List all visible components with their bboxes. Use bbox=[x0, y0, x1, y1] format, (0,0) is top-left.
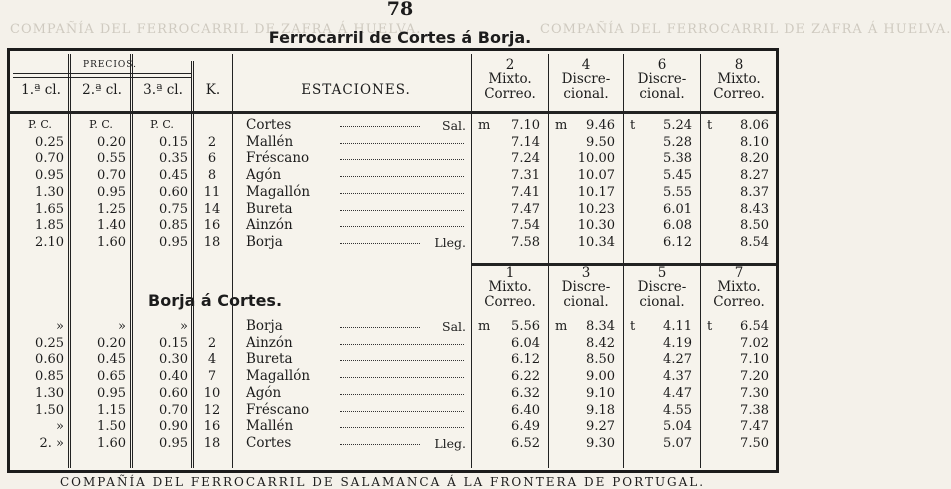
km-value: 2 bbox=[207, 335, 217, 351]
price-second-class: 0.95 bbox=[97, 385, 126, 401]
return-title: Borja á Cortes. bbox=[148, 291, 283, 310]
price-third-class: 0.35 bbox=[159, 151, 188, 167]
km-value: 11 bbox=[203, 184, 221, 200]
leader-dots bbox=[340, 226, 464, 227]
train-time: 10.30 bbox=[577, 218, 615, 234]
km-value: 12 bbox=[203, 402, 221, 418]
train-number: 5 bbox=[657, 265, 667, 281]
price-third-class: 0.45 bbox=[159, 168, 188, 184]
price-second-class: 0.20 bbox=[97, 134, 126, 150]
price-first-class: 0.60 bbox=[35, 352, 64, 368]
train-time: 7.47 bbox=[511, 201, 540, 217]
currency-unit-label: P. C. bbox=[89, 118, 113, 131]
divider-1 bbox=[68, 54, 71, 468]
train-time: 8.37 bbox=[740, 184, 769, 200]
price-second-class: 0.95 bbox=[97, 184, 126, 200]
leader-dots bbox=[340, 344, 464, 345]
train-type-line1: Mixto. bbox=[488, 71, 532, 87]
train-type-line1: Mixto. bbox=[488, 279, 532, 295]
train-type-line2: Correo. bbox=[484, 294, 536, 310]
train-time: 6.01 bbox=[663, 201, 692, 217]
train-time: 8.10 bbox=[740, 134, 769, 150]
station-name: Borja bbox=[246, 233, 283, 250]
station-name: Fréscano bbox=[246, 401, 310, 418]
km-value: 18 bbox=[203, 435, 221, 451]
price-third-class: » bbox=[180, 319, 188, 334]
time-period-marker: m bbox=[478, 319, 491, 334]
station-name: Magallón bbox=[246, 183, 311, 200]
train-time: 7.41 bbox=[511, 184, 540, 200]
train-time: 8.42 bbox=[586, 335, 615, 351]
train-time: 5.55 bbox=[663, 184, 692, 200]
time-period-marker: t bbox=[630, 118, 636, 133]
train-time: 6.04 bbox=[511, 335, 540, 351]
train-time: 6.12 bbox=[663, 234, 692, 250]
class2-header: 2.ª cl. bbox=[82, 82, 122, 98]
train-number: 1 bbox=[505, 265, 515, 281]
station-name: Mallén bbox=[246, 418, 294, 435]
train-time: 10.00 bbox=[577, 151, 615, 167]
price-third-class: 0.90 bbox=[159, 419, 188, 435]
train-time: 7.24 bbox=[511, 151, 540, 167]
divider-4 bbox=[232, 54, 233, 468]
price-first-class: » bbox=[56, 419, 64, 435]
train-time: 9.27 bbox=[586, 419, 615, 435]
price-first-class: 1.85 bbox=[35, 218, 64, 234]
train-time: 6.32 bbox=[511, 385, 540, 401]
train-time: 5.38 bbox=[663, 151, 692, 167]
train-time: 9.50 bbox=[586, 134, 615, 150]
train-time: 6.49 bbox=[511, 419, 540, 435]
price-second-class: 0.45 bbox=[97, 352, 126, 368]
km-value: 18 bbox=[203, 234, 221, 250]
train-time: 9.30 bbox=[586, 435, 615, 451]
price-first-class: 1.50 bbox=[35, 402, 64, 418]
train-type-line2: cional. bbox=[639, 86, 685, 102]
price-first-class: » bbox=[56, 319, 64, 334]
train-time: 10.23 bbox=[577, 201, 615, 217]
price-first-class: 0.25 bbox=[35, 134, 64, 150]
km-value: 14 bbox=[203, 201, 221, 217]
train-time: 8.43 bbox=[740, 201, 769, 217]
train-time: 6.12 bbox=[511, 352, 540, 368]
train-time: 6.52 bbox=[511, 435, 540, 451]
train-time: 6.22 bbox=[511, 369, 540, 385]
train-time: 10.17 bbox=[577, 184, 615, 200]
price-second-class: 0.65 bbox=[97, 369, 126, 385]
train-time: 7.30 bbox=[740, 385, 769, 401]
leader-dots bbox=[340, 243, 420, 244]
km-value: 7 bbox=[207, 369, 217, 385]
price-second-class: » bbox=[118, 319, 126, 334]
km-value: 16 bbox=[203, 218, 221, 234]
km-value: 10 bbox=[203, 385, 221, 401]
price-second-class: 1.40 bbox=[97, 218, 126, 234]
leader-dots bbox=[340, 327, 420, 328]
train-time: 5.07 bbox=[663, 435, 692, 451]
price-second-class: 1.60 bbox=[97, 234, 126, 250]
station-name: Ainzón bbox=[246, 334, 293, 351]
price-third-class: 0.75 bbox=[159, 201, 188, 217]
train-number: 7 bbox=[734, 265, 744, 281]
price-third-class: 0.15 bbox=[159, 335, 188, 351]
train-number: 4 bbox=[581, 57, 591, 73]
price-first-class: 0.95 bbox=[35, 168, 64, 184]
train-number: 2 bbox=[505, 57, 515, 73]
train-time: 7.38 bbox=[740, 402, 769, 418]
bleed-right: COMPAÑÍA DEL FERROCARRIL DE ZAFRA Á HUELVA. bbox=[540, 22, 951, 37]
train-time: 4.55 bbox=[663, 402, 692, 418]
train-time: 7.58 bbox=[511, 234, 540, 250]
train-time: 5.28 bbox=[663, 134, 692, 150]
station-name: Magallón bbox=[246, 368, 311, 385]
price-third-class: 0.40 bbox=[159, 369, 188, 385]
price-second-class: 0.55 bbox=[97, 151, 126, 167]
train-time: 6.08 bbox=[663, 218, 692, 234]
train-time: 8.50 bbox=[586, 352, 615, 368]
train-time: 5.04 bbox=[663, 419, 692, 435]
train-time: 7.54 bbox=[511, 218, 540, 234]
leader-dots bbox=[340, 143, 464, 144]
price-third-class: 0.70 bbox=[159, 402, 188, 418]
train-time: 7.20 bbox=[740, 369, 769, 385]
price-first-class: 2.10 bbox=[35, 234, 64, 250]
train-type-line2: cional. bbox=[639, 294, 685, 310]
price-second-class: 0.20 bbox=[97, 335, 126, 351]
precios-rule bbox=[13, 73, 191, 74]
train-time: 10.34 bbox=[577, 234, 615, 250]
price-third-class: 0.15 bbox=[159, 134, 188, 150]
station-name: Cortes bbox=[246, 117, 292, 133]
train-time: 8.27 bbox=[740, 168, 769, 184]
class3-header: 3.ª cl. bbox=[143, 82, 183, 98]
divider-7 bbox=[623, 54, 624, 468]
train-type-line1: Mixto. bbox=[717, 279, 761, 295]
train-time: 4.47 bbox=[663, 385, 692, 401]
station-name: Agón bbox=[246, 384, 282, 401]
train-type-line1: Discre- bbox=[561, 279, 611, 295]
time-period-marker: t bbox=[630, 319, 636, 334]
train-time: 5.56 bbox=[511, 319, 540, 334]
km-value: 16 bbox=[203, 419, 221, 435]
km-value: 2 bbox=[207, 134, 217, 150]
train-time: 7.14 bbox=[511, 134, 540, 150]
train-time: 7.10 bbox=[740, 352, 769, 368]
train-time: 8.54 bbox=[740, 234, 769, 250]
time-period-marker: m bbox=[555, 319, 568, 334]
departure-arrival-tag: Lleg. bbox=[434, 435, 466, 451]
page-title: Ferrocarril de Cortes á Borja. bbox=[268, 28, 532, 47]
price-second-class: 1.15 bbox=[97, 402, 126, 418]
price-first-class: 1.65 bbox=[35, 201, 64, 217]
train-type-line2: cional. bbox=[563, 294, 609, 310]
train-time: 6.40 bbox=[511, 402, 540, 418]
train-type-line1: Discre- bbox=[637, 71, 687, 87]
price-third-class: 0.60 bbox=[159, 184, 188, 200]
train-time: 9.18 bbox=[586, 402, 615, 418]
station-name: Bureta bbox=[246, 200, 293, 217]
precios-rule-2 bbox=[13, 77, 191, 78]
price-first-class: 0.85 bbox=[35, 369, 64, 385]
train-time: 9.46 bbox=[586, 118, 615, 133]
leader-dots bbox=[340, 176, 464, 177]
train-time: 6.54 bbox=[740, 319, 769, 334]
leader-dots bbox=[340, 427, 464, 428]
train-type-line2: Correo. bbox=[713, 294, 765, 310]
departure-arrival-tag: Sal. bbox=[442, 118, 466, 133]
stations-header: ESTACIONES. bbox=[301, 82, 411, 98]
leader-dots bbox=[340, 126, 420, 127]
train-time: 5.24 bbox=[663, 118, 692, 133]
train-time: 8.20 bbox=[740, 151, 769, 167]
station-name: Fréscano bbox=[246, 150, 310, 167]
time-period-marker: m bbox=[555, 118, 568, 133]
leader-dots bbox=[340, 411, 464, 412]
train-number: 3 bbox=[581, 265, 591, 281]
station-name: Agón bbox=[246, 167, 282, 184]
train-type-line2: Correo. bbox=[484, 86, 536, 102]
train-type-line1: Mixto. bbox=[717, 71, 761, 87]
station-name: Bureta bbox=[246, 351, 293, 368]
train-time: 4.27 bbox=[663, 352, 692, 368]
train-time: 4.37 bbox=[663, 369, 692, 385]
price-first-class: 1.30 bbox=[35, 385, 64, 401]
leader-dots bbox=[340, 210, 464, 211]
km-value: 4 bbox=[207, 352, 217, 368]
train-time: 10.07 bbox=[577, 168, 615, 184]
train-time: 7.31 bbox=[511, 168, 540, 184]
train-time: 8.34 bbox=[586, 319, 615, 334]
time-period-marker: t bbox=[707, 319, 713, 334]
leader-dots bbox=[340, 159, 464, 160]
train-time: 9.10 bbox=[586, 385, 615, 401]
currency-unit-label: P. C. bbox=[150, 118, 174, 131]
price-second-class: 1.25 bbox=[97, 201, 126, 217]
train-number: 6 bbox=[657, 57, 667, 73]
km-value: 8 bbox=[207, 168, 217, 184]
train-type-line1: Discre- bbox=[561, 71, 611, 87]
station-name: Mallén bbox=[246, 133, 294, 150]
train-number: 8 bbox=[734, 57, 744, 73]
leader-dots bbox=[340, 193, 464, 194]
price-first-class: 0.25 bbox=[35, 335, 64, 351]
price-second-class: 0.70 bbox=[97, 168, 126, 184]
station-name: Ainzón bbox=[246, 217, 293, 234]
train-time: 7.10 bbox=[511, 118, 540, 133]
price-second-class: 1.60 bbox=[97, 435, 126, 451]
price-third-class: 0.85 bbox=[159, 218, 188, 234]
train-time: 9.00 bbox=[586, 369, 615, 385]
price-second-class: 1.50 bbox=[97, 419, 126, 435]
page-number: 78 bbox=[386, 0, 414, 20]
train-time: 5.45 bbox=[663, 168, 692, 184]
price-third-class: 0.95 bbox=[159, 435, 188, 451]
price-first-class: 0.70 bbox=[35, 151, 64, 167]
price-third-class: 0.95 bbox=[159, 234, 188, 250]
divider-2 bbox=[130, 54, 133, 468]
train-type-line2: cional. bbox=[563, 86, 609, 102]
leader-dots bbox=[340, 377, 464, 378]
train-time: 4.11 bbox=[663, 319, 692, 334]
station-name: Cortes bbox=[246, 434, 292, 451]
departure-arrival-tag: Sal. bbox=[442, 319, 466, 334]
currency-unit-label: P. C. bbox=[28, 118, 52, 131]
price-first-class: 2. » bbox=[39, 435, 64, 451]
precios-header: PRECIOS. bbox=[83, 60, 137, 70]
leader-dots bbox=[340, 360, 464, 361]
km-header: K. bbox=[205, 82, 221, 98]
train-time: 7.47 bbox=[740, 419, 769, 435]
train-time: 7.50 bbox=[740, 435, 769, 451]
train-time: 4.19 bbox=[663, 335, 692, 351]
time-period-marker: m bbox=[478, 118, 491, 133]
departure-arrival-tag: Lleg. bbox=[434, 234, 466, 250]
train-time: 7.02 bbox=[740, 335, 769, 351]
price-third-class: 0.60 bbox=[159, 385, 188, 401]
divider-6 bbox=[548, 54, 549, 468]
train-type-line1: Discre- bbox=[637, 279, 687, 295]
header-rule bbox=[10, 111, 776, 114]
price-first-class: 1.30 bbox=[35, 184, 64, 200]
price-third-class: 0.30 bbox=[159, 352, 188, 368]
divider-8 bbox=[700, 54, 701, 468]
timetable-frame bbox=[7, 48, 779, 473]
train-time: 8.06 bbox=[740, 118, 769, 133]
leader-dots bbox=[340, 394, 464, 395]
divider-5 bbox=[471, 54, 472, 468]
km-value: 6 bbox=[207, 151, 217, 167]
train-time: 8.50 bbox=[740, 218, 769, 234]
bleed-left: COMPAÑÍA DEL FERROCARRIL DE ZAFRA Á HUELVA. bbox=[10, 22, 422, 37]
train-type-line2: Correo. bbox=[713, 86, 765, 102]
class1-header: 1.ª cl. bbox=[21, 82, 61, 98]
footer-running-title: COMPAÑÍA DEL FERROCARRIL DE SALAMANCA Á LA FRONTERA DE PORTUGAL. bbox=[60, 475, 706, 489]
station-name: Borja bbox=[246, 318, 283, 334]
time-period-marker: t bbox=[707, 118, 713, 133]
leader-dots bbox=[340, 444, 420, 445]
